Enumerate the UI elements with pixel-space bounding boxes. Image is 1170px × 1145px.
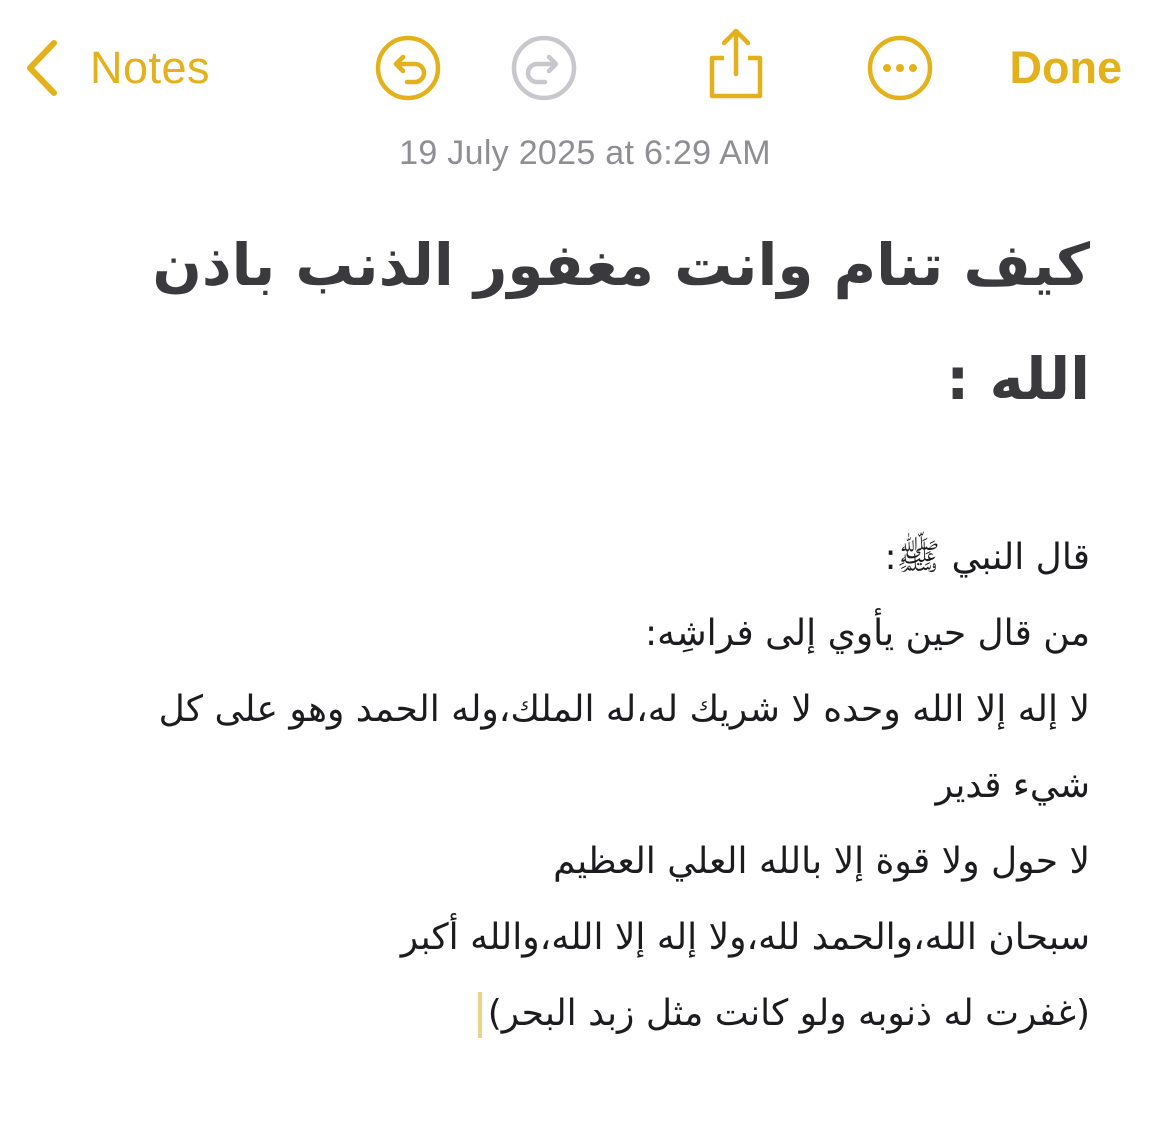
note-body[interactable]	[80, 520, 1090, 1052]
note-title[interactable]: كيف تنام وانت مغفور الذنب باذن الله :	[152, 231, 1090, 413]
note-line: قال النبي ﷺ:	[884, 537, 1090, 578]
chevron-left-icon	[24, 39, 60, 97]
note-line: سبحان الله،والحمد لله،ولا إله إلا الله،والله أكبر	[400, 917, 1090, 958]
share-icon	[702, 26, 770, 102]
note-line: لا إله إلا الله وحده لا شريك له،له الملك،وله الحمد وهو على كل شيء قدير	[158, 689, 1090, 806]
redo-icon	[510, 34, 578, 102]
more-options-button[interactable]	[866, 34, 934, 102]
undo-icon	[374, 34, 442, 102]
note-line: لا حول ولا قوة إلا بالله العلي العظيم	[553, 841, 1090, 882]
back-to-notes-button[interactable]	[24, 36, 210, 100]
note-line: من قال حين يأوي إلى فراشِه:	[645, 613, 1090, 654]
undo-button[interactable]	[374, 34, 442, 102]
back-button-label: Notes	[90, 42, 211, 93]
done-button[interactable]: Done	[1009, 42, 1122, 93]
note-line-last	[80, 976, 1090, 1052]
share-button[interactable]	[702, 26, 770, 102]
text-cursor	[478, 992, 482, 1038]
redo-button[interactable]	[510, 34, 578, 102]
ellipsis-circle-icon	[866, 34, 934, 102]
note-timestamp: 19 July 2025 at 6:29 AM	[399, 134, 771, 172]
navigation-toolbar	[0, 0, 1170, 130]
note-line-last-text: (غفرت له ذنوبه ولو كانت مثل زبد البحر)	[487, 993, 1090, 1034]
